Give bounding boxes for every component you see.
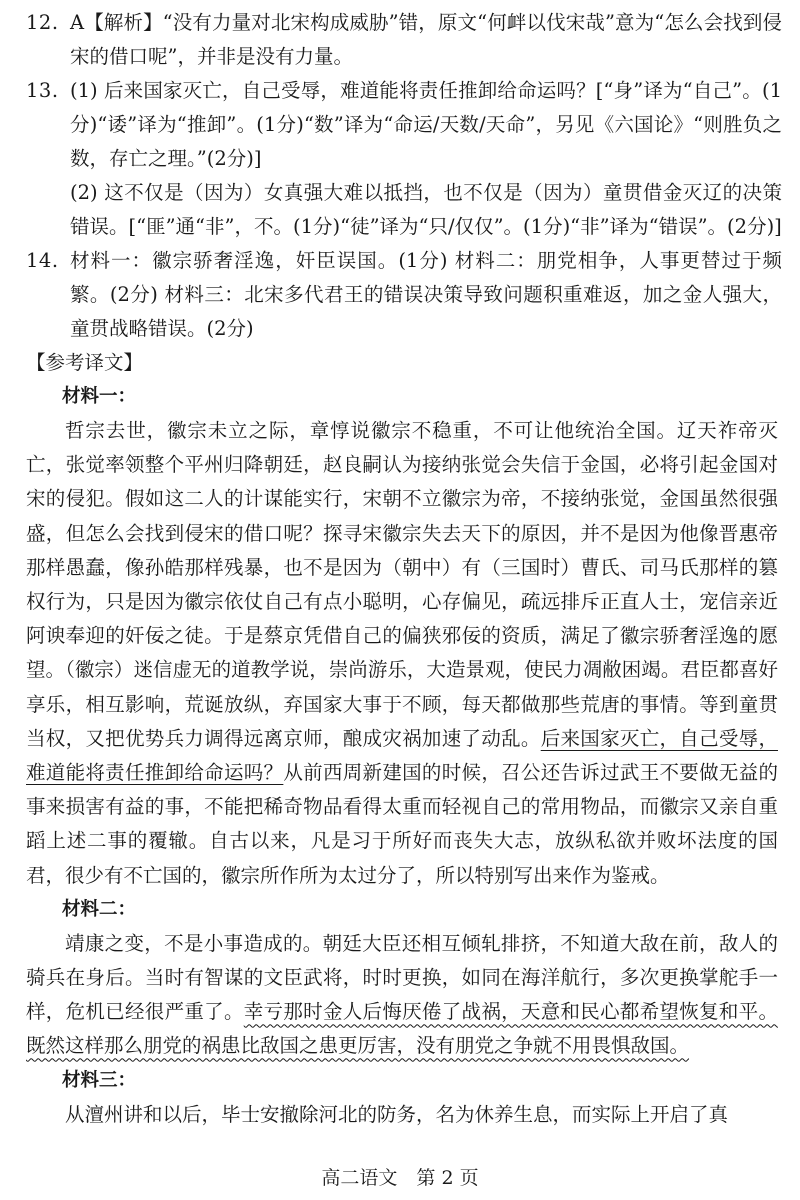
material2-heading: 材料二： — [62, 898, 137, 920]
material2-text-before: 靖康之变，不是小事造成的。朝廷大臣还相互倾轧排挤，不知道大敌在前，敌人的骑兵在身后。当时有智谋的文臣武将，时时更换，如同在海洋航行，多次更换掌舵手一样，危机已经很严重了。 — [26, 931, 778, 1024]
material1-text-after: 从前西周新建国的时候，召公还告诉过武王不要做无益的事来损害有益的事，不能把稀奇物品看得太重而轻视自己的常用物品，而徽宗又亲自重蹈上述二事的覆辙。自古以来，凡是习于所好而丧失大志，放纵私欲并败坏法度的国君，很少有不亡国的，徽宗所作所为太过分了，所以特别写出来作为鉴戒。 — [26, 761, 778, 887]
answer-number: 14. — [26, 249, 59, 272]
translation-title: 【参考译文】 — [26, 351, 144, 374]
answer-item-13-part-2: (2) 这不仅是（因为）女真强大难以抵挡，也不仅是（因为）童贯借金灭辽的决策错误。[“匪”通“非”，不。(1分)“徒”译为“只/仅仅”。(1分)“非”译为“错误”。(2分)] — [70, 181, 782, 238]
answer-text: 材料一：徽宗骄奢淫逸，奸臣误国。(1分) 材料二：朋党相争，人事更替过于频繁。(2分) 材料三：北宋多代君王的错误决策导致问题积重难返，加之金人强大，童贯战略错误。(2分) — [70, 249, 782, 340]
material1-heading: 材料一： — [62, 386, 137, 407]
page-footer: 高二语文 第 2 页 — [321, 1167, 479, 1189]
answer-text: A【解析】“没有力量对北宋构成威胁”错，原文“何衅以伐宋哉”意为“怎么会找到侵宋的借口呢”，并非是没有力量。 — [70, 11, 782, 68]
material3-heading: 材料三： — [62, 1069, 137, 1091]
material3-paragraph: 从澶州讲和以后，毕士安撤除河北的防务，名为休养生息，而实际上开启了真 — [65, 1102, 729, 1126]
answer-item-13 — [26, 74, 782, 176]
material1-paragraph — [26, 414, 782, 893]
material2-paragraph — [26, 927, 782, 1064]
answer-number: 13. — [26, 79, 59, 102]
answer-number: 12. — [26, 11, 59, 34]
material1-underlined-sentence: 后来国家灭亡，自己受辱，难道能将责任推卸给命运吗？ — [26, 726, 778, 785]
answer-text: (1) 后来国家灭亡，自己受辱，难道能将责任推卸给命运吗？[“身”译为“自己”。(1分)“诿”译为“推卸”。(1分)“数”译为“命运/天数/天命”，另见《六国论》“则胜负之数，存亡之理。”(2分)] — [70, 79, 782, 170]
answer-item-12 — [26, 6, 782, 74]
material2-underlined-sentence: 幸亏那时金人后悔厌倦了战祸，天意和民心都希望恢复和平。既然这样那么朋党的祸患比敌国之患更厉害，没有朋党之争就不用畏惧敌国。 — [26, 1000, 778, 1058]
answer-item-14 — [26, 244, 782, 346]
material1-text-before: 哲宗去世，徽宗未立之际，章惇说徽宗不稳重，不可让他统治全国。辽天祚帝灭亡，张觉率领整个平州归降朝廷，赵良嗣认为接纳张觉会失信于金国，必将引起金国对宋的侵犯。假如这二人的计谋能实行，宋朝不立徽宗为帝，不接纳张觉，金国虽然很强盛，但怎么会找到侵宋的借口呢？探寻宋徽宗失去天下的原因，并不是因为他像晋惠帝那样愚蠢，像孙皓那样残暴，也不是因为（朝中）有（三国时）曹氏、司马氏那样的篡权行为，只是因为徽宗依仗自己有点小聪明，心存偏见，疏远排斥正直人士，宠信亲近阿谀奉迎的奸佞之徒。于是蔡京凭借自己的偏狭邪佞的资质，满足了徽宗骄奢淫逸的愿望。（徽宗）迷信虚无的道教学说，崇尚游乐，大造景观，使民力凋敝困竭。君臣都喜好享乐，相互影响，荒诞放纵，弃国家大事于不顾，每天都做那些荒唐的事情。等到童贯当权，又把优势兵力调得远离京师，酿成灾祸加速了动乱。 — [26, 419, 778, 750]
